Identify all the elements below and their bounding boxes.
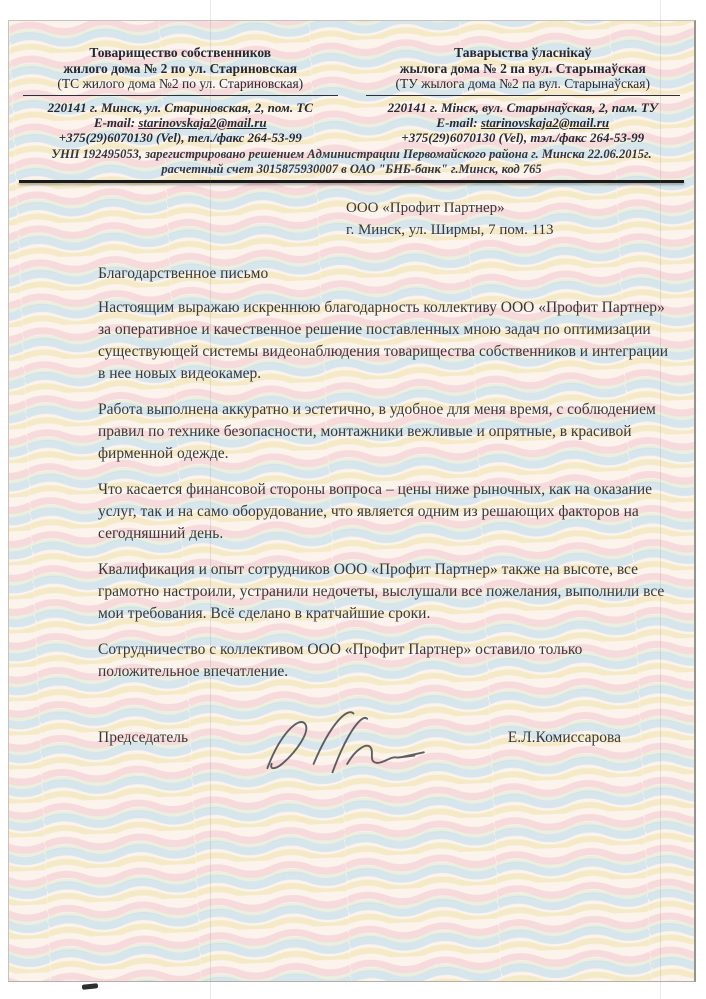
recipient-name: ООО «Профит Партнер» <box>346 200 505 216</box>
org-name-ru-line1: Товарищество собственников <box>89 45 272 60</box>
signer-name: Е.Л.Комиссарова <box>507 729 621 746</box>
org-name-by-line1: Таварыства ўласнікаў <box>454 45 592 60</box>
letterhead <box>9 45 694 145</box>
letterhead-divider-rule <box>19 180 684 184</box>
org-name-ru-line2: жилого дома № 2 по ул. Стариновская <box>63 60 298 76</box>
email-line-by <box>352 115 695 130</box>
email-label: E-mail: <box>436 114 478 130</box>
recipient-address: г. Минск, ул. Ширмы, 7 пом. 113 <box>346 222 554 238</box>
address-ru: 220141 г. Минск, ул. Стариновская, 2, пом. ТС <box>47 99 313 115</box>
phone-line-ru: +375(29)6070130 (Vel), тел./факс 264-53-99 <box>58 129 302 145</box>
scanner-streak-right <box>660 0 661 999</box>
registration-line: УНП 192495053, зарегистрировано решением Администрации Первомайского района г. Минска 22.06.2015г. <box>51 146 652 161</box>
email-line-ru <box>9 115 352 130</box>
signer-role: Председатель <box>98 729 189 746</box>
letterhead-right <box>352 45 695 145</box>
scanner-streak-left <box>210 0 211 999</box>
letterhead-left-rule <box>23 95 338 96</box>
letter-title: Благодарственное письмо <box>98 265 269 282</box>
email-label: E-mail: <box>93 114 136 130</box>
org-name-ru-short: (ТС жилого дома №2 по ул. Стариновская) <box>57 76 304 91</box>
registration-info <box>9 147 694 177</box>
letter-content <box>9 45 694 999</box>
paragraph-4: Квалификация и опыт сотрудников ООО «Профит Партнер» также на высоте, все грамотно настроили, устранили недочеты, выслушали все пожелания, выполнили все мои требования. Всё сделано в кратчайшие сроки. <box>98 561 665 622</box>
signature-row <box>9 729 694 787</box>
email-address: starinovskaja2@mail.ru <box>138 114 267 130</box>
org-name-by-line2: жылога дома № 2 па вул. Старынаўская <box>399 60 646 76</box>
phone-line-by: +375(29)6070130 (Vel), тэл./факс 264-53-99 <box>401 129 645 145</box>
address-by: 220141 г. Мінск, вул. Старынаўская, 2, пам. ТУ <box>387 99 658 115</box>
email-address: starinovskaja2@mail.ru <box>480 114 610 130</box>
paragraph-1: Настоящим выражаю искреннюю благодарность коллективу ООО «Профит Партнер» за оперативное и качественное решение поставленных мною задач по оптимизации существующей системы видеонаблюдения товарищества собственников и интеграции в нее новых видеокамер. <box>98 299 669 382</box>
paragraph-2: Работа выполнена аккуратно и эстетично, в удобное для меня время, с соблюдением правил по технике безопасности, монтажники вежливые и опрятные, в красивой фирменной одежде. <box>98 401 656 462</box>
paragraph-5: Сотрудничество с коллективом ООО «Профит Партнер» оставило только положительное впечатление. <box>98 641 583 680</box>
org-name-by-short: (ТУ жылога дома №2 па вул. Старынаўская) <box>395 76 650 91</box>
letter-page <box>8 20 696 982</box>
recipient-block <box>346 197 694 241</box>
paragraph-3: Что касается финансовой стороны вопроса – цены ниже рыночных, как на оказание услуг, так и на само оборудование, что является одним из решающих факторов на сегодняшний день. <box>98 481 653 542</box>
letterhead-left <box>9 45 352 145</box>
letterhead-right-rule <box>366 95 681 96</box>
bank-account-line: расчетный счет 3015875930007 в ОАО "БНБ-банк" г.Минск, код 765 <box>161 161 542 176</box>
signature-scribble <box>255 703 431 787</box>
